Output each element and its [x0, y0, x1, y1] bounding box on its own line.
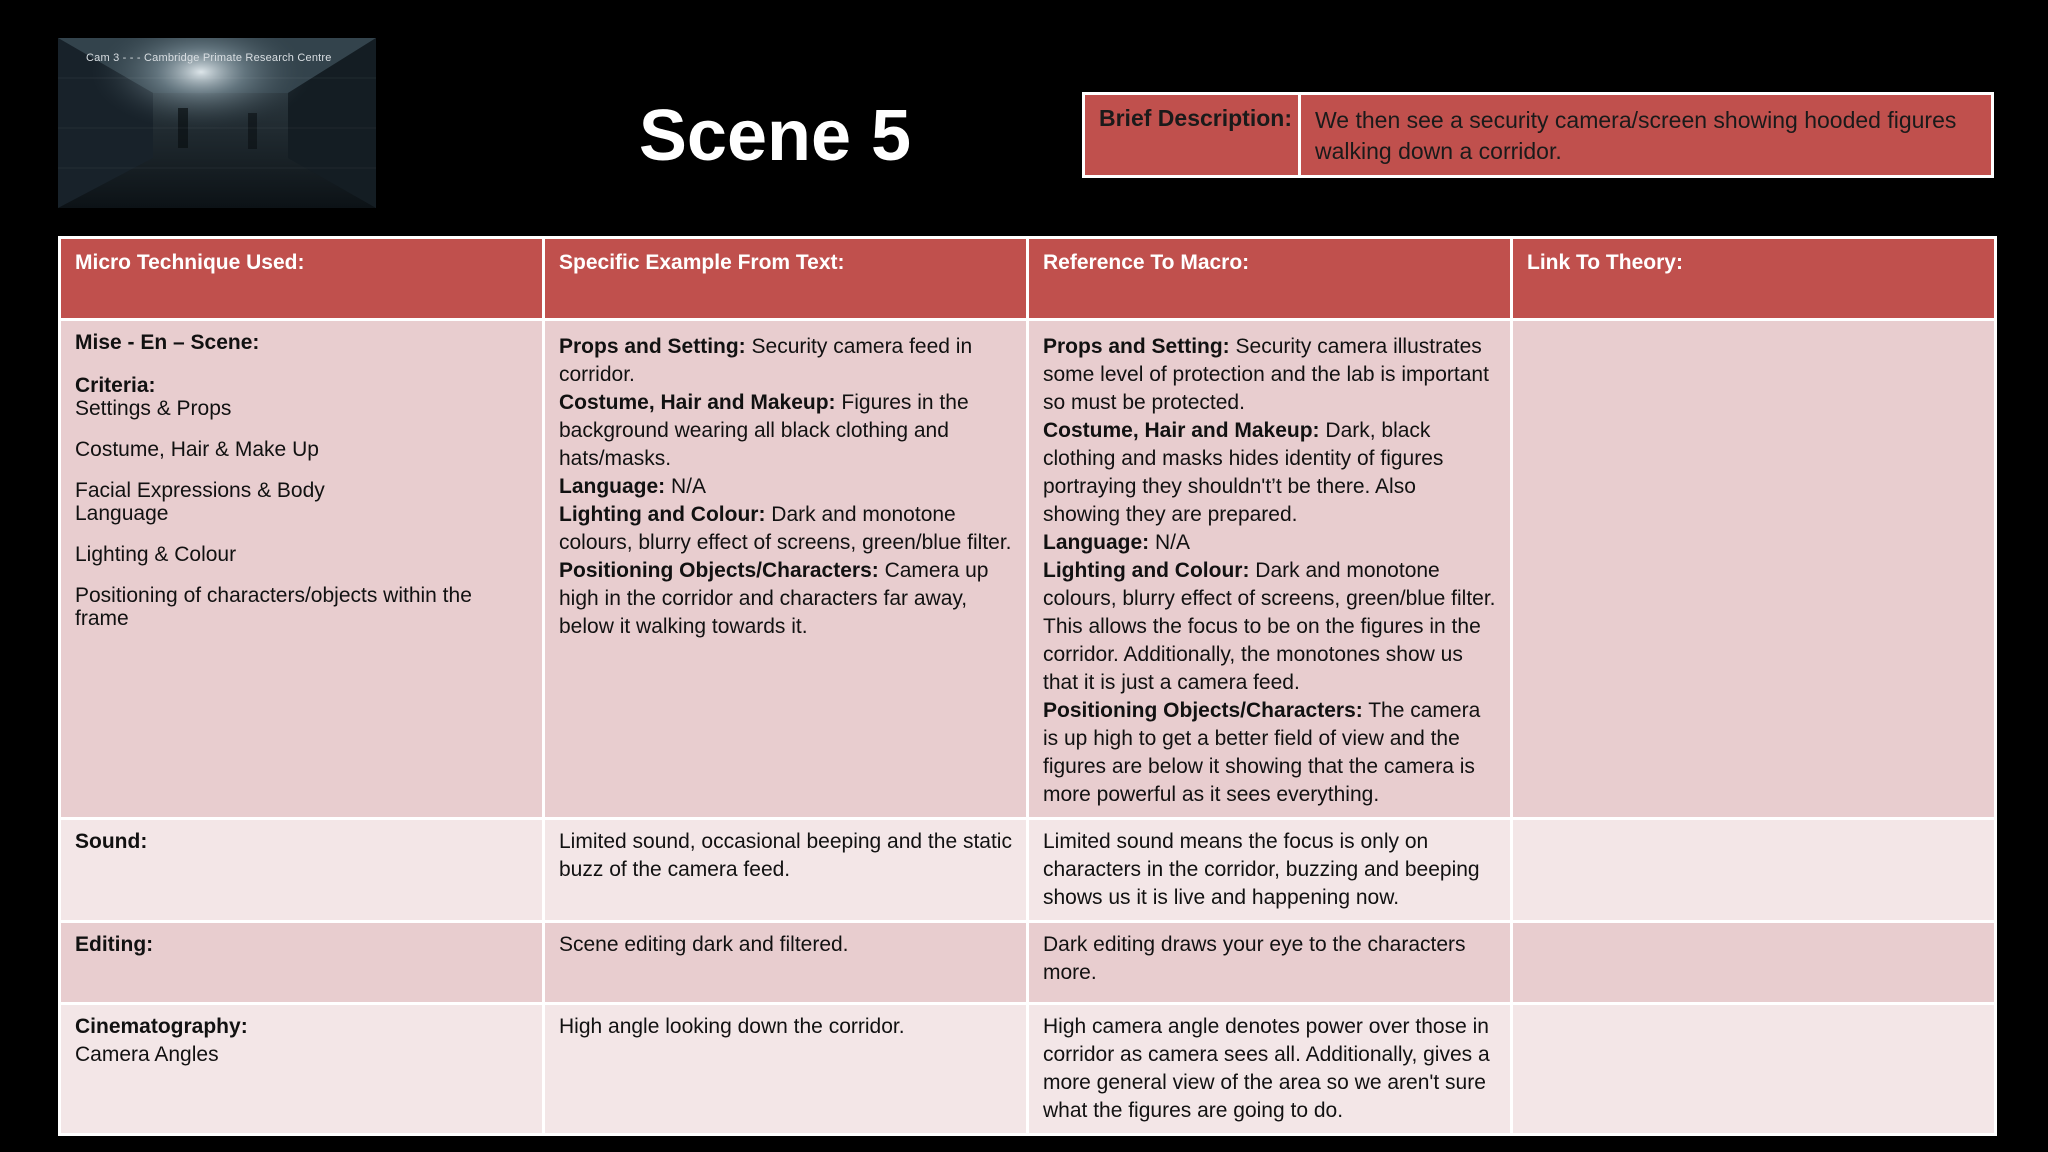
brief-description-label: Brief Description:	[1085, 95, 1301, 175]
mise-heading: Mise - En – Scene:	[75, 331, 260, 354]
macro-language	[1043, 529, 1496, 557]
criteria-item: Facial Expressions & Body Language	[75, 479, 325, 525]
macro-lighting	[1043, 557, 1496, 697]
sound-macro-cell: Limited sound means the focus is only on characters in the corridor, buzzing and beeping shows us it is live and happening now.	[1028, 819, 1512, 922]
macro-positioning	[1043, 697, 1496, 809]
example-lighting	[559, 501, 1012, 557]
brief-description-text: We then see a security camera/screen showing hooded figures walking down a corridor.	[1315, 107, 1957, 164]
mise-theory-cell	[1512, 320, 1996, 819]
example-costume-label: Costume, Hair and Makeup:	[559, 391, 836, 414]
criteria-item: Costume, Hair & Make Up	[75, 438, 319, 461]
analysis-table	[58, 236, 1997, 1136]
example-costume-text: Figures in the background wearing all black clothing and hats/masks.	[559, 391, 969, 470]
editing-example-cell: Scene editing dark and filtered.	[544, 922, 1028, 1004]
macro-positioning-label: Positioning Objects/Characters:	[1043, 699, 1363, 722]
table-row-mise-en-scene	[60, 320, 1996, 819]
example-positioning-label: Positioning Objects/Characters:	[559, 559, 879, 582]
security-camera-thumbnail	[58, 38, 376, 208]
table-row-cinematography	[60, 1004, 1996, 1135]
editing-macro-cell: Dark editing draws your eye to the characters more.	[1028, 922, 1512, 1004]
cinematography-theory-cell	[1512, 1004, 1996, 1135]
criteria-item: Positioning of characters/objects within the frame	[75, 584, 472, 630]
camera-caption: Cam 3 - - - Cambridge Primate Research Centre	[86, 52, 332, 64]
cinematography-example-cell: High angle looking down the corridor.	[544, 1004, 1028, 1135]
mise-example-cell	[544, 320, 1028, 819]
header-link-theory: Link To Theory:	[1512, 238, 1996, 320]
macro-costume-label: Costume, Hair and Makeup:	[1043, 419, 1320, 442]
criteria-item: Settings & Props	[75, 397, 232, 420]
header-reference-macro: Reference To Macro:	[1028, 238, 1512, 320]
mise-technique-cell	[60, 320, 544, 819]
example-props-text: Security camera feed in corridor.	[559, 335, 973, 386]
sound-example-cell: Limited sound, occasional beeping and the static buzz of the camera feed.	[544, 819, 1028, 922]
example-props-label: Props and Setting:	[559, 335, 746, 358]
example-props	[559, 329, 1012, 389]
macro-lighting-label: Lighting and Colour:	[1043, 559, 1250, 582]
example-lighting-label: Lighting and Colour:	[559, 503, 766, 526]
editing-heading: Editing:	[60, 922, 544, 1004]
table-row-sound	[60, 819, 1996, 922]
slide-title: Scene 5	[638, 96, 912, 176]
cinematography-macro-cell: High camera angle denotes power over those in corridor as camera sees all. Additionally, gives a more general view of the area so we aren't sure what the figures are going to do.	[1028, 1004, 1512, 1135]
macro-costume	[1043, 417, 1496, 529]
macro-positioning-text: The camera is up high to get a better field of view and the figures are below it showing that the camera is more powerful as it sees everything.	[1043, 699, 1481, 806]
example-language-text: N/A	[665, 475, 707, 498]
criteria-label: Criteria:	[75, 374, 156, 397]
example-lighting-text: Dark and monotone colours, blurry effect of screens, green/blue filter.	[559, 503, 1012, 554]
brief-description-box	[1082, 92, 1994, 178]
macro-props-text: Security camera illustrates some level of protection and the lab is important so must be protected.	[1043, 335, 1489, 414]
macro-props	[1043, 329, 1496, 417]
macro-costume-text: Dark, black clothing and masks hides identity of figures portraying they shouldn't’t be there. Also showing they are prepared.	[1043, 419, 1444, 526]
table-header-row	[60, 238, 1996, 320]
cinematography-sub: Camera Angles	[75, 1043, 219, 1066]
example-language	[559, 473, 1012, 501]
mise-macro-cell	[1028, 320, 1512, 819]
header-specific-example: Specific Example From Text:	[544, 238, 1028, 320]
table-row-editing	[60, 922, 1996, 1004]
macro-language-label: Language:	[1043, 531, 1150, 554]
criteria-item: Lighting & Colour	[75, 543, 237, 566]
sound-theory-cell	[1512, 819, 1996, 922]
cinematography-technique-cell	[60, 1004, 544, 1135]
example-costume	[559, 389, 1012, 473]
macro-props-label: Props and Setting:	[1043, 335, 1230, 358]
macro-language-text: N/A	[1149, 531, 1191, 554]
example-positioning-text: Camera up high in the corridor and characters far away, below it walking towards it.	[559, 559, 989, 638]
editing-theory-cell	[1512, 922, 1996, 1004]
sound-heading: Sound:	[60, 819, 544, 922]
macro-lighting-text: Dark and monotone colours, blurry effect of screens, green/blue filter. This allows the focus to be on the figures in the corridor. Additionally, the monotones show us that it is just a camera feed.	[1043, 559, 1496, 694]
cinematography-heading: Cinematography:	[75, 1015, 248, 1038]
example-language-label: Language:	[559, 475, 666, 498]
header-micro-technique: Micro Technique Used:	[60, 238, 544, 320]
example-positioning	[559, 557, 1012, 641]
